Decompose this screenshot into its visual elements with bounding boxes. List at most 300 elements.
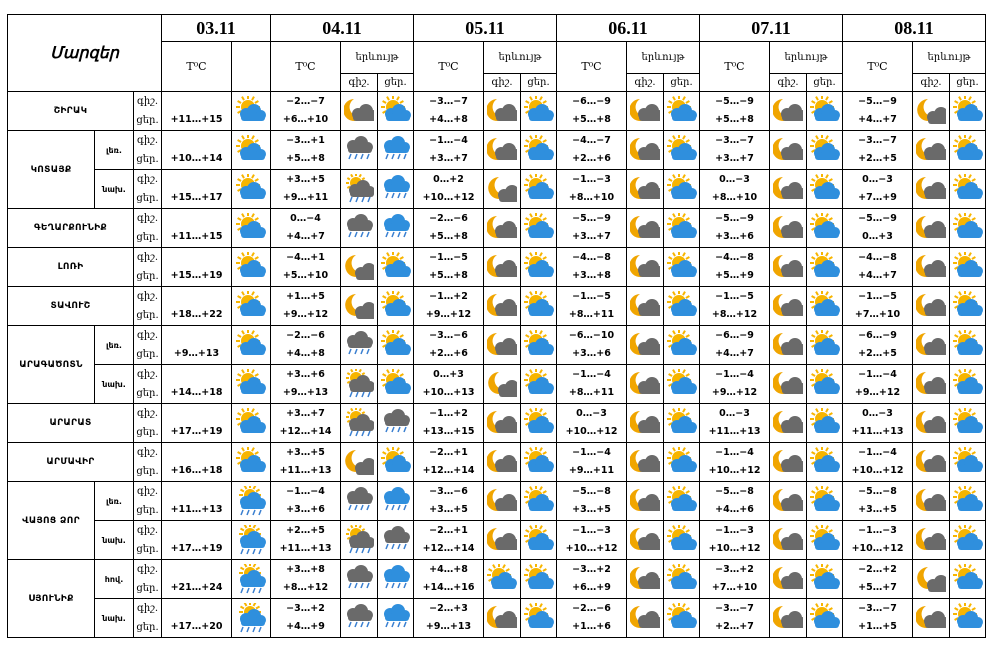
- day-icon-cell: [950, 521, 986, 560]
- table-row: [8, 521, 986, 560]
- table-row: [8, 248, 986, 287]
- night-icon-cell: [627, 482, 664, 521]
- moon-icon: [344, 291, 374, 321]
- day-icon-cell: [521, 170, 557, 209]
- sun-cloud-icon: [381, 330, 411, 360]
- day-icon-cell: [950, 482, 986, 521]
- night-temp: +3…+8: [286, 564, 325, 575]
- sun-cloud-icon: [667, 213, 697, 243]
- day-temp-cell: [162, 599, 232, 638]
- moon-cloud-icon: [916, 213, 946, 243]
- temp-cell: [843, 599, 913, 638]
- day-temp: +9…+12: [425, 309, 472, 320]
- temp-cell: [271, 248, 341, 287]
- weather-icon-cell: [232, 482, 271, 521]
- day-temp: +4…+8: [429, 114, 468, 125]
- sun-cloud-icon: [236, 408, 266, 438]
- night-icon-cell: [627, 92, 664, 131]
- moon-cloud-icon: [916, 447, 946, 477]
- weather-icon-cell: [232, 92, 271, 131]
- day-label: ցեր.: [136, 310, 159, 321]
- night-label: գիշ.: [136, 603, 159, 614]
- night-temp: +4…+8: [429, 564, 468, 575]
- day-label: ցեր.: [136, 544, 159, 555]
- day-temp: +15…+19: [170, 270, 223, 281]
- sun-cloud-icon: [953, 174, 983, 204]
- day-icon-cell: [378, 365, 414, 404]
- night-label: գիշ.: [136, 96, 159, 107]
- day-temp: +3…+7: [572, 231, 611, 242]
- sun-cloud-icon: [810, 213, 840, 243]
- rain-blue-icon: [381, 174, 411, 204]
- night-icon-cell: [627, 599, 664, 638]
- day-temp: +3…+5: [858, 504, 897, 515]
- temp-cell: [700, 404, 770, 443]
- day-icon-cell: [378, 443, 414, 482]
- night-temp: −2…+3: [429, 603, 468, 614]
- night-icon-cell: [627, 209, 664, 248]
- night-temp: −5…−9: [858, 96, 897, 107]
- night-temp: −1…−5: [572, 291, 611, 302]
- night-icon-cell: [770, 92, 807, 131]
- region-name: ԳԵՂԱՐՔՈՒՆԻՔ: [8, 209, 134, 248]
- day-icon-cell: [807, 326, 843, 365]
- night-temp: +3…+5: [286, 447, 325, 458]
- temp-cell: [700, 599, 770, 638]
- night-temp: −2…+1: [429, 447, 468, 458]
- moon-cloud-icon: [630, 369, 660, 399]
- day-temp: +2…+6: [572, 153, 611, 164]
- temp-cell: [414, 326, 484, 365]
- table-row: [8, 209, 986, 248]
- day-temp: +10…+12: [708, 543, 761, 554]
- temp-cell: [414, 521, 484, 560]
- day-icon-cell: [378, 599, 414, 638]
- subregion-name: նախ.: [95, 170, 134, 209]
- temp-cell: [414, 599, 484, 638]
- sun-cloud-icon: [953, 96, 983, 126]
- night-temp: −3…−6: [429, 330, 468, 341]
- moon-cloud-icon: [487, 486, 517, 516]
- temp-cell: [414, 482, 484, 521]
- day-icon-cell: [378, 170, 414, 209]
- sun-cloud-icon: [236, 447, 266, 477]
- temp-cell: [271, 560, 341, 599]
- night-temp: −3…−6: [429, 486, 468, 497]
- day-temp: +8…+10: [568, 192, 615, 203]
- day-temp: +9…+13: [173, 348, 220, 359]
- sun-cloud-icon: [953, 213, 983, 243]
- night-temp: −1…−4: [858, 369, 897, 380]
- weather-icon-cell: [232, 170, 271, 209]
- weather-icon-cell: [232, 599, 271, 638]
- night-label: գիշ.: [136, 408, 159, 419]
- table-row: [8, 482, 986, 521]
- night-label: գիշ.: [136, 369, 159, 380]
- table-row: [8, 443, 986, 482]
- moon-cloud-icon: [487, 603, 517, 633]
- temp-cell: [557, 209, 627, 248]
- temp-cell: [557, 560, 627, 599]
- night-temp: −3…−7: [858, 135, 897, 146]
- day-icon-cell: [378, 326, 414, 365]
- day-icon-cell: [807, 248, 843, 287]
- temp-cell: [843, 521, 913, 560]
- rain-blue-icon: [381, 486, 411, 516]
- day-temp: +9…+12: [282, 309, 329, 320]
- day-temp: +5…+8: [429, 231, 468, 242]
- day-icon-cell: [950, 248, 986, 287]
- night-icon-cell: [913, 599, 950, 638]
- moon-cloud-icon: [630, 564, 660, 594]
- moon-cloud-icon: [916, 252, 946, 282]
- day-temp: +11…+13: [279, 543, 332, 554]
- moon-cloud-icon: [487, 213, 517, 243]
- night-temp: −6…−9: [572, 96, 611, 107]
- temp-cell: [414, 404, 484, 443]
- night-day-labels: [134, 599, 162, 638]
- moon-cloud-icon: [630, 525, 660, 555]
- night-label: գիշ.: [136, 135, 159, 146]
- day-temp: +8…+11: [568, 387, 615, 398]
- temp-cell: [700, 326, 770, 365]
- sun-cloud-icon: [236, 213, 266, 243]
- day-temp: +2…+7: [715, 621, 754, 632]
- sun-cloud-icon: [810, 447, 840, 477]
- temp-cell: [414, 443, 484, 482]
- night-icon-cell: [627, 521, 664, 560]
- night-day-labels: [134, 92, 162, 131]
- night-temp: −6…−9: [858, 330, 897, 341]
- date-header: 05.11: [414, 15, 557, 42]
- sun-cloud-icon: [667, 96, 697, 126]
- night-temp: −1…−4: [572, 369, 611, 380]
- moon-cloud-icon: [487, 96, 517, 126]
- table-header: [8, 15, 986, 92]
- table-row: [8, 287, 986, 326]
- night-temp: −4…−8: [572, 252, 611, 263]
- region-name: ՇԻՐԱԿ: [8, 92, 134, 131]
- sun-cloud-icon: [524, 447, 554, 477]
- temp-cell: [271, 404, 341, 443]
- weather-icon-cell: [232, 131, 271, 170]
- region-name: ԱՐԱՐԱՏ: [8, 404, 134, 443]
- night-icon-cell: [341, 404, 378, 443]
- sun-cloud-icon: [667, 408, 697, 438]
- day-temp: +4…+7: [858, 270, 897, 281]
- day-temp: +9…+13: [282, 387, 329, 398]
- night-label: գիշ.: [136, 486, 159, 497]
- day-icon-cell: [378, 482, 414, 521]
- night-icon-cell: [341, 443, 378, 482]
- night-temp: −3…−7: [858, 603, 897, 614]
- day-icon-cell: [664, 365, 700, 404]
- night-subheader: գիշ.: [913, 74, 950, 92]
- day-subheader: ցեր.: [950, 74, 986, 92]
- date-header: 07.11: [700, 15, 843, 42]
- night-temp: 0…+2: [433, 174, 464, 185]
- sun-cloud-icon: [524, 291, 554, 321]
- day-icon-cell: [664, 443, 700, 482]
- moon-cloud-icon: [487, 525, 517, 555]
- night-icon-cell: [913, 248, 950, 287]
- day-temp: +11…+13: [851, 426, 904, 437]
- night-temp: −3…+2: [286, 603, 325, 614]
- moon-cloud-icon: [773, 603, 803, 633]
- sun-cloud-icon: [953, 408, 983, 438]
- day-temp: +9…+13: [425, 621, 472, 632]
- night-temp: −5…−9: [715, 96, 754, 107]
- temp-cell: [700, 365, 770, 404]
- moon-cloud-icon: [916, 603, 946, 633]
- night-temp: −1…−5: [429, 252, 468, 263]
- moon-cloud-icon: [916, 291, 946, 321]
- day-icon-cell: [664, 326, 700, 365]
- day-icon-cell: [950, 170, 986, 209]
- temp-cell: [843, 92, 913, 131]
- night-label: գիշ.: [136, 291, 159, 302]
- day-icon-cell: [521, 131, 557, 170]
- sun-cloud-icon: [524, 252, 554, 282]
- sun-cloud-icon: [953, 525, 983, 555]
- night-icon-cell: [484, 560, 521, 599]
- night-temp: −1…−4: [286, 486, 325, 497]
- region-name: ԱՐԱԳԱԾՈՏՆ: [8, 326, 95, 404]
- night-icon-cell: [627, 404, 664, 443]
- night-icon-cell: [627, 560, 664, 599]
- day-temp: 0…+3: [862, 231, 893, 242]
- night-icon-cell: [913, 443, 950, 482]
- rain-dark-icon: [344, 213, 374, 243]
- sun-cloud-icon: [381, 369, 411, 399]
- day-temp: +5…+7: [858, 582, 897, 593]
- rain-dark-icon: [381, 525, 411, 555]
- night-icon-cell: [484, 248, 521, 287]
- night-day-labels: [134, 326, 162, 365]
- weather-icon-cell: [232, 404, 271, 443]
- rain-dark-icon: [344, 603, 374, 633]
- day-icon-cell: [521, 482, 557, 521]
- sun-cloud-icon: [810, 564, 840, 594]
- day-icon-cell: [664, 482, 700, 521]
- rain-dark-icon: [344, 330, 374, 360]
- day-label: ցեր.: [136, 466, 159, 477]
- day-temp: +6…+10: [282, 114, 329, 125]
- day-temp: +4…+7: [286, 231, 325, 242]
- night-day-labels: [134, 560, 162, 599]
- moon-cloud-icon: [487, 135, 517, 165]
- sun-cloud-icon: [953, 135, 983, 165]
- temp-cell: [414, 248, 484, 287]
- day-temp: +11…+13: [279, 465, 332, 476]
- night-temp: −3…−7: [429, 96, 468, 107]
- sun-storm-icon: [344, 525, 374, 555]
- night-temp: −6…−9: [715, 330, 754, 341]
- sun-cloud-icon: [953, 369, 983, 399]
- day-temp-cell: [162, 209, 232, 248]
- day-temp-cell: [162, 560, 232, 599]
- night-temp: +3…+6: [286, 369, 325, 380]
- night-icon-cell: [484, 209, 521, 248]
- day-temp: +11…+15: [170, 114, 223, 125]
- day-icon-cell: [950, 209, 986, 248]
- night-day-labels: [134, 482, 162, 521]
- sun-cloud-icon: [524, 330, 554, 360]
- subregion-name: լեռ.: [95, 482, 134, 521]
- temp-cell: [843, 209, 913, 248]
- day-temp: +17…+20: [170, 621, 223, 632]
- day-icon-cell: [807, 521, 843, 560]
- night-icon-cell: [913, 92, 950, 131]
- night-icon-cell: [913, 482, 950, 521]
- table-row: [8, 170, 986, 209]
- moon-cloud-icon: [630, 603, 660, 633]
- moon-cloud-icon: [773, 135, 803, 165]
- moon-cloud-icon: [773, 525, 803, 555]
- moon-cloud-icon: [773, 486, 803, 516]
- temp-cell: [557, 92, 627, 131]
- night-temp: −1…−3: [715, 525, 754, 536]
- sun-cloud-icon: [381, 291, 411, 321]
- sun-cloud-icon: [236, 135, 266, 165]
- table-row: [8, 131, 986, 170]
- night-day-labels: [134, 170, 162, 209]
- night-icon-cell: [770, 599, 807, 638]
- sun-cloud-icon: [524, 525, 554, 555]
- sun-cloud-icon: [810, 330, 840, 360]
- day-temp-cell: [162, 326, 232, 365]
- day-icon-cell: [950, 92, 986, 131]
- table-body: [8, 92, 986, 638]
- day-icon-cell: [807, 443, 843, 482]
- day-subheader: ցեր.: [521, 74, 557, 92]
- night-label: գիշ.: [136, 252, 159, 263]
- weather-header-empty: [232, 42, 271, 74]
- day-icon-cell: [664, 248, 700, 287]
- night-temp: −5…−9: [715, 213, 754, 224]
- night-icon-cell: [484, 443, 521, 482]
- date-header: 06.11: [557, 15, 700, 42]
- table-row: [8, 560, 986, 599]
- night-temp: −4…−8: [858, 252, 897, 263]
- sun-cloud-icon: [236, 252, 266, 282]
- table-row: [8, 599, 986, 638]
- day-icon-cell: [521, 404, 557, 443]
- night-temp: −2…−7: [286, 96, 325, 107]
- moon-cloud-icon: [773, 252, 803, 282]
- night-temp: −1…−5: [858, 291, 897, 302]
- night-temp: −5…−8: [715, 486, 754, 497]
- night-temp: 0…−3: [719, 408, 750, 419]
- sun-cloud-icon: [953, 252, 983, 282]
- night-icon-cell: [341, 209, 378, 248]
- moon-cloud-icon: [487, 447, 517, 477]
- region-name: ՏԱՎՈՒՇ: [8, 287, 134, 326]
- sun-cloud-icon: [667, 486, 697, 516]
- day-temp: +11…+13: [708, 426, 761, 437]
- sun-cloud-icon: [236, 330, 266, 360]
- sun-rain-icon: [236, 603, 266, 633]
- temp-cell: [843, 131, 913, 170]
- rain-dark-icon: [344, 564, 374, 594]
- night-icon-cell: [770, 560, 807, 599]
- moon-cloud-icon: [630, 330, 660, 360]
- day-temp: +10…+12: [851, 465, 904, 476]
- rain-blue-icon: [381, 603, 411, 633]
- temp-cell: [700, 131, 770, 170]
- day-icon-cell: [950, 287, 986, 326]
- sun-cloud-icon: [667, 447, 697, 477]
- night-temp: −4…−8: [715, 252, 754, 263]
- temp-cell: [271, 443, 341, 482]
- day-icon-cell: [664, 560, 700, 599]
- night-label: գիշ.: [136, 174, 159, 185]
- weather-icon-cell: [232, 209, 271, 248]
- night-icon-cell: [913, 521, 950, 560]
- day-temp: +12…+14: [279, 426, 332, 437]
- weather-header: երևույթ: [913, 42, 986, 74]
- forecast-table: [7, 14, 986, 638]
- night-icon-cell: [913, 131, 950, 170]
- temp-cell: [414, 92, 484, 131]
- moon-cloud-icon: [630, 174, 660, 204]
- moon-cloud-icon: [916, 525, 946, 555]
- day-icon-cell: [521, 365, 557, 404]
- night-icon-cell: [627, 170, 664, 209]
- night-temp: +3…+7: [286, 408, 325, 419]
- night-temp: −1…−3: [572, 525, 611, 536]
- night-icon-cell: [913, 209, 950, 248]
- night-temp: 0…−3: [862, 408, 893, 419]
- sun-cloud-icon: [524, 96, 554, 126]
- sun-cloud-icon: [667, 291, 697, 321]
- night-temp: −5…−8: [858, 486, 897, 497]
- moon-cloud-icon: [773, 369, 803, 399]
- sun-cloud-icon: [810, 369, 840, 399]
- night-temp: −1…+2: [429, 408, 468, 419]
- day-temp: +2…+5: [858, 153, 897, 164]
- night-day-labels: [134, 248, 162, 287]
- region-name: ԼՈՌԻ: [8, 248, 134, 287]
- weather-icon-cell: [232, 326, 271, 365]
- temp-cell: [414, 365, 484, 404]
- table-row: [8, 326, 986, 365]
- day-temp: +16…+18: [170, 465, 223, 476]
- day-temp: +14…+18: [170, 387, 223, 398]
- moon-cloud-icon: [773, 291, 803, 321]
- temp-cell: [700, 92, 770, 131]
- sun-cloud-icon: [236, 291, 266, 321]
- night-icon-cell: [341, 365, 378, 404]
- sun-cloud-icon: [236, 369, 266, 399]
- night-icon-cell: [770, 443, 807, 482]
- table-row: [8, 92, 986, 131]
- temp-cell: [700, 560, 770, 599]
- weather-icon-cell: [232, 248, 271, 287]
- rain-dark-icon: [344, 486, 374, 516]
- day-temp-cell: [162, 131, 232, 170]
- temp-cell: [557, 248, 627, 287]
- temp-cell: [700, 248, 770, 287]
- date-header: 04.11: [271, 15, 414, 42]
- day-icon-cell: [378, 560, 414, 599]
- temp-cell: [271, 92, 341, 131]
- day-temp: +15…+17: [170, 192, 223, 203]
- day-temp-cell: [162, 92, 232, 131]
- day-temp: +5…+8: [715, 114, 754, 125]
- sun-cloud-icon: [667, 174, 697, 204]
- moon-icon: [916, 564, 946, 594]
